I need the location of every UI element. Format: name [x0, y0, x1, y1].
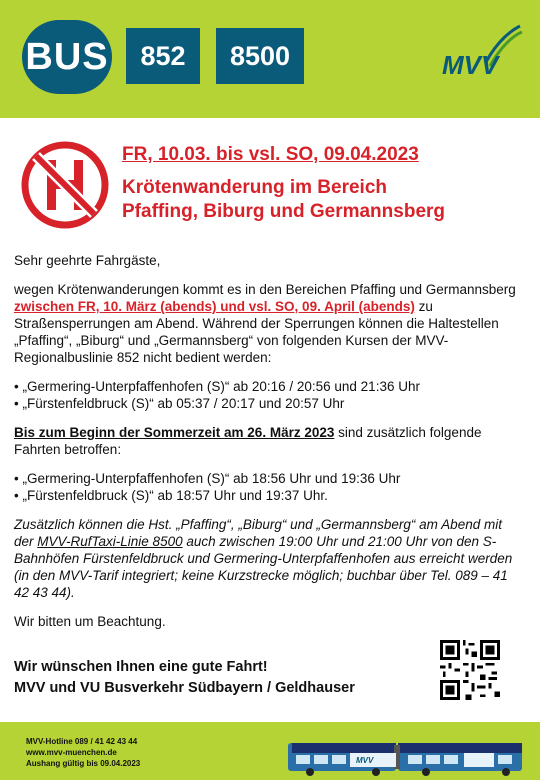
list-item: • „Fürstenfeldbruck (S)“ ab 18:57 Uhr und 19:37 Uhr. [14, 488, 328, 503]
mvv-logo [440, 22, 524, 88]
p2-highlight: Bis zum Beginn der Sommerzeit am 26. März 2023 [14, 425, 335, 440]
p3-text-end: auch zwischen 19:00 Uhr und 21:00 Uhr von den S-Bahnhöfen Fürstenfeldbruck und Germering-Unterpfaffenhofen aus erreicht werden (in den MVV-Tarif integriert; keine Kurzstrecke möglich; buchbar über Tel. 089 – 41 42 43 44). [14, 534, 513, 600]
p1-text-start: wegen Krötenwanderungen kommt es in den Bereichen Pfaffing und Germannsberg [14, 282, 516, 297]
svg-text:MVV: MVV [442, 50, 499, 80]
list-item: • „Fürstenfeldbruck (S)“ ab 05:37 / 20:17 und 20:57 Uhr [14, 396, 345, 411]
bus-badge: BUS [22, 20, 112, 94]
headline-title-line2: Pfaffing, Biburg und Germannsberg [122, 201, 446, 222]
closing-line1: Wir wünschen Ihnen eine gute Fahrt! [14, 659, 268, 675]
p1-text-end: zu Straßensperrungen am Abend. Während der Sperrungen können die Haltestellen „Pfaffing“, „Biburg“ und „Germannsberg“ von folgenden Kursen der MVV-Regionalbuslinie 852 nicht bedient werden: [14, 299, 499, 365]
footer-info [26, 736, 140, 769]
paragraph-3 [14, 516, 524, 601]
line-8500-badge: 8500 [216, 28, 304, 84]
notice-body [14, 252, 524, 642]
greeting: Sehr geehrte Fahrgäste, [14, 253, 161, 268]
ruftaxi-link: MVV-RufTaxi-Linie 8500 [37, 534, 183, 549]
headline [122, 143, 522, 224]
p3-text-start: Zusätzlich können die Hst. „Pfaffing“, „Biburg“ und „Germannsberg“ am Abend mit der [14, 517, 502, 549]
p1-highlight: zwischen FR, 10. März (abends) und vsl. SO, 09. April (abends) [14, 299, 415, 314]
website-link[interactable]: www.mvv-muenchen.de [26, 748, 117, 757]
valid-until-text: Aushang gültig bis 09.04.2023 [26, 759, 141, 768]
closing [14, 657, 355, 699]
svg-text:MVV: MVV [356, 756, 374, 765]
bus-illustration-icon [286, 737, 526, 777]
line-852-badge: 852 [126, 28, 200, 84]
bus-stop-closed-icon [20, 140, 110, 230]
p2-text-end: sind zusätzlich folgende Fahrten betroffen: [14, 425, 482, 457]
bullet-list-1 [14, 378, 524, 412]
closing-line2: MVV und VU Busverkehr Südbayern / Geldhauser [14, 680, 355, 696]
paragraph-2 [14, 424, 524, 458]
list-item: • „Germering-Unterpfaffenhofen (S)“ ab 20:16 / 20:56 und 21:36 Uhr [14, 379, 420, 394]
paragraph-4: Wir bitten um Beachtung. [14, 614, 166, 629]
headline-date: FR, 10.03. bis vsl. SO, 09.04.2023 [122, 144, 419, 165]
bullet-list-2 [14, 470, 524, 504]
headline-title-line1: Krötenwanderung im Bereich [122, 177, 387, 198]
list-item: • „Germering-Unterpfaffenhofen (S)“ ab 18:56 Uhr und 19:36 Uhr [14, 471, 401, 486]
hotline-text: MVV-Hotline 089 / 41 42 43 44 [26, 737, 138, 746]
qr-code-icon[interactable] [440, 640, 500, 700]
footer-bar [0, 722, 540, 780]
header-bar [0, 0, 540, 118]
paragraph-1 [14, 281, 524, 366]
